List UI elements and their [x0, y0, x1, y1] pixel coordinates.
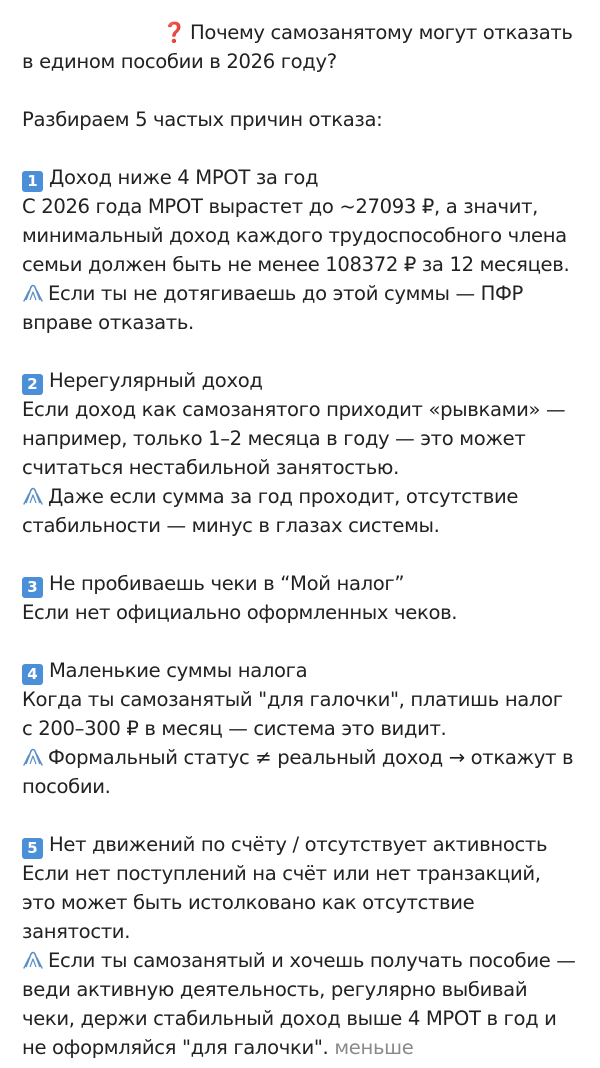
reason-note-line: [22, 772, 588, 801]
post-title-line-1: [22, 18, 588, 47]
reason-note-line: [22, 1004, 588, 1033]
reason-text-line: с 200–300 ₽ в месяц — система это видит.: [22, 717, 447, 740]
reason-note-line: [22, 482, 588, 511]
reason-note-text: чеки, держи стабильный доход выше 4 МРОТ в год и: [22, 1007, 557, 1030]
collapse-less-link[interactable]: меньше: [334, 1036, 414, 1059]
reason-heading-line: [22, 163, 588, 192]
keycap-number-icon: 3: [22, 577, 43, 598]
reason-text-line: семьи должен быть не менее 108372 ₽ за 12 месяцев.: [22, 253, 570, 276]
reason-text-line: например, только 1–2 месяца в году — это может: [22, 427, 526, 450]
reason-heading-line: [22, 656, 588, 685]
keycap-number-icon: 1: [22, 171, 43, 192]
reason-heading-line: [22, 830, 588, 859]
reason-note-text: стабильности — минус в глазах системы.: [22, 514, 440, 537]
keycap-number-icon: 4: [22, 664, 43, 685]
reason-note-text: не оформляйся "для галочки".: [22, 1036, 329, 1059]
reason-text-line: Когда ты самозанятый "для галочки", платишь налог: [22, 688, 563, 711]
warning-icon: [22, 485, 44, 505]
reason-note-line: [22, 975, 588, 1004]
post-title-text: Почему самозанятому могут отказать: [190, 21, 573, 44]
reason-note-line: [22, 946, 588, 975]
reason-text-line: Если доход как самозанятого приходит «рывками» —: [22, 398, 566, 421]
reason-block: [22, 830, 588, 1062]
reason-text-line: это может быть истолковано как отсутствие: [22, 891, 475, 914]
reason-block: [22, 569, 588, 627]
reason-note-text: Если ты не дотягиваешь до этой суммы — ПФР: [48, 282, 523, 305]
warning-icon: [22, 746, 44, 766]
reason-note-text: пособии.: [22, 775, 111, 798]
keycap-number-icon: 2: [22, 374, 43, 395]
reason-note-line: [22, 511, 588, 540]
reason-note-line: [22, 743, 588, 772]
reasons-list: [22, 163, 588, 1062]
warning-icon: [22, 282, 44, 302]
reason-note-text: веди активную деятельность, регулярно выбивай: [22, 978, 528, 1001]
reason-block: [22, 163, 588, 337]
reason-text-line: Если нет поступлений на счёт или нет транзакций,: [22, 862, 541, 885]
reason-heading: Не пробиваешь чеки в “Мой налог”: [49, 572, 405, 595]
reason-note-text: Даже если сумма за год проходит, отсутствие: [48, 485, 519, 508]
reason-note-text: вправе отказать.: [22, 311, 194, 334]
keycap-number-icon: 5: [22, 838, 43, 859]
reason-block: [22, 656, 588, 801]
reason-note-line: [22, 308, 588, 337]
reason-text-line: минимальный доход каждого трудоспособного члена: [22, 224, 567, 247]
reason-heading: Доход ниже 4 МРОТ за год: [49, 166, 319, 189]
post-text: [22, 18, 588, 1062]
reason-text-line: С 2026 года МРОТ вырастет до ~27093 ₽, а значит,: [22, 195, 539, 218]
reason-note-text: Формальный статус ≠ реальный доход → откажут в: [48, 746, 574, 769]
reason-text-line: считаться нестабильной занятостью.: [22, 456, 399, 479]
post-intro: Разбираем 5 частых причин отказа:: [22, 108, 383, 131]
reason-heading: Нерегулярный доход: [49, 369, 263, 392]
question-mark-icon: ❓: [162, 21, 187, 44]
reason-text-line: занятости.: [22, 920, 131, 943]
reason-note-text: Если ты самозанятый и хочешь получать пособие —: [48, 949, 576, 972]
reason-heading: Маленькие суммы налога: [49, 659, 308, 682]
reason-note-line: [22, 1033, 588, 1062]
reason-heading: Нет движений по счёту / отсутствует активность: [49, 833, 548, 856]
reason-note-line: [22, 279, 588, 308]
reason-block: [22, 366, 588, 540]
warning-icon: [22, 949, 44, 969]
post-title-line-2: в едином пособии в 2026 году?: [22, 50, 337, 73]
reason-text-line: Если нет официально оформленных чеков.: [22, 601, 458, 624]
reason-heading-line: [22, 366, 588, 395]
reason-heading-line: [22, 569, 588, 598]
